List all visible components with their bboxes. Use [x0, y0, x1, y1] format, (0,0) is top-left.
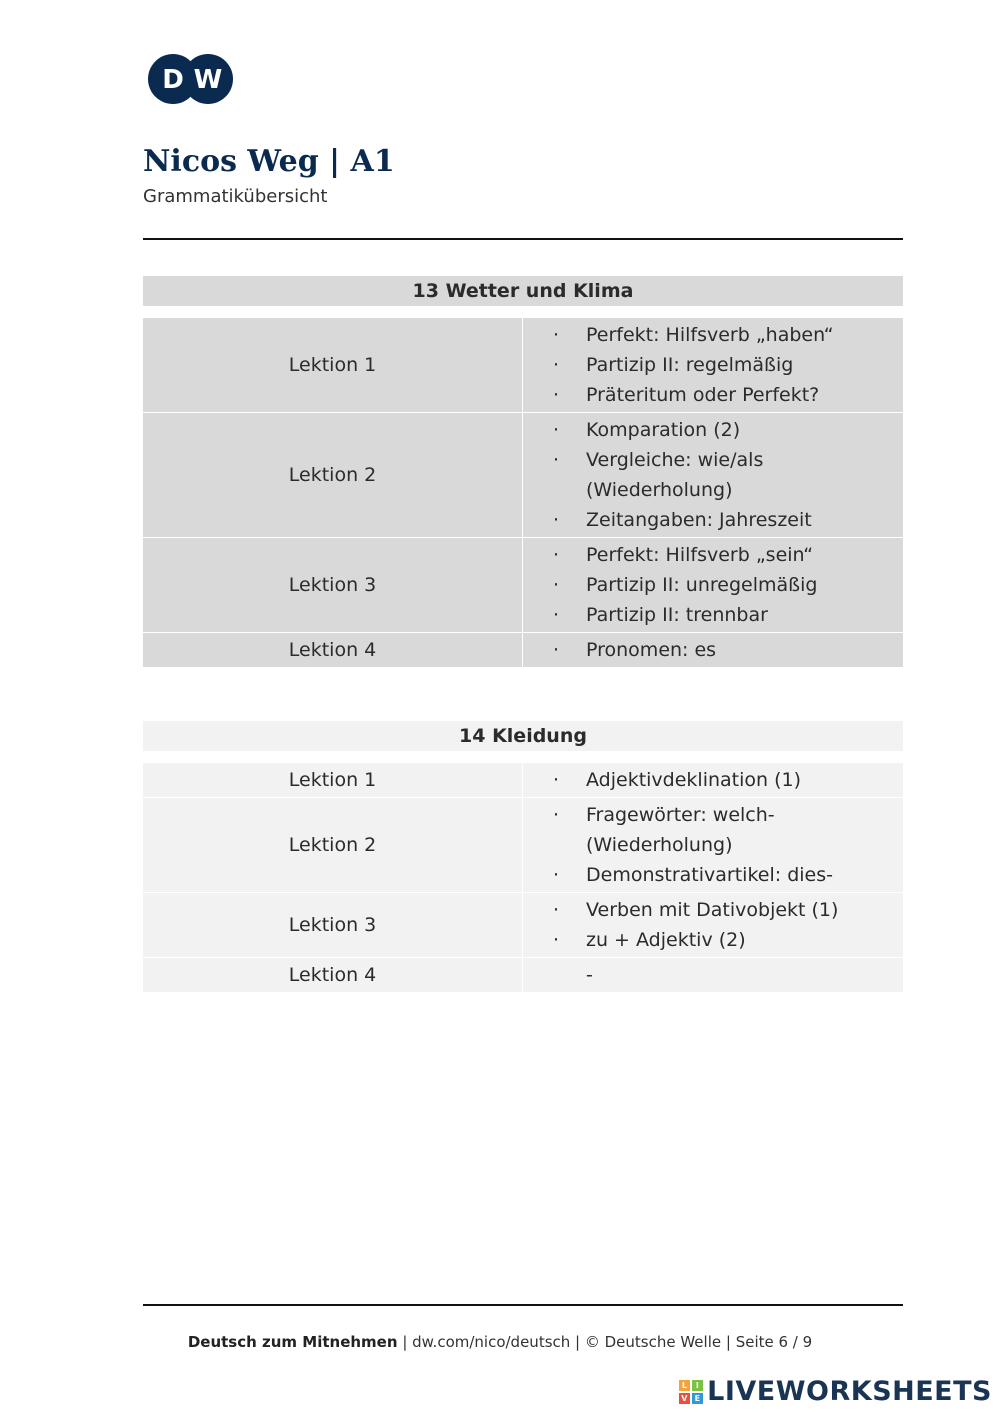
grammar-list: [523, 798, 903, 892]
lektion-label: Lektion 3: [143, 893, 523, 957]
item-text: Perfekt: Hilfsverb „haben“: [586, 324, 834, 346]
header-divider: [143, 238, 903, 240]
lektion-label: Lektion 3: [143, 538, 523, 632]
table-row: [143, 538, 903, 633]
list-item: [523, 380, 903, 410]
bullet-icon: ·: [552, 384, 560, 406]
item-text: Demonstrativartikel: dies-: [586, 864, 833, 886]
grammar-list: [523, 958, 903, 992]
bullet-icon: ·: [552, 324, 560, 346]
bullet-icon: ·: [552, 544, 560, 566]
bullet-icon: ·: [552, 639, 560, 661]
list-item: [523, 895, 903, 925]
list-item: [523, 415, 903, 445]
table-row: [143, 798, 903, 893]
item-text: Pronomen: es: [586, 639, 717, 661]
bullet-icon: ·: [552, 864, 560, 886]
liveworksheets-watermark: [679, 1376, 992, 1407]
table-row: [143, 763, 903, 798]
lektion-label: Lektion 4: [143, 633, 523, 667]
grammar-list: [523, 318, 903, 412]
liveworksheets-icon: L I V E: [679, 1380, 703, 1404]
section-title: 13 Wetter und Klima: [143, 276, 903, 306]
grammar-list: [523, 633, 903, 667]
bullet-icon: ·: [552, 574, 560, 596]
footer-bold: Deutsch zum Mitnehmen: [187, 1333, 398, 1351]
bullet-icon: ·: [552, 509, 560, 531]
grammar-list: [523, 413, 903, 537]
item-text: Fragewörter: welch- (Wiederholung): [586, 804, 775, 856]
grammar-list: [523, 538, 903, 632]
page-footer: [0, 1333, 1000, 1351]
list-item: [523, 505, 903, 535]
section-14: [143, 721, 903, 992]
footer-text: | dw.com/nico/deutsch | © Deutsche Welle | Seite 6 / 9: [397, 1333, 813, 1351]
item-text: Verben mit Dativobjekt (1): [586, 899, 839, 921]
bullet-icon: ·: [552, 929, 560, 951]
item-text: Vergleiche: wie/als (Wiederholung): [586, 449, 764, 501]
list-item: [523, 765, 903, 795]
item-text: Partizip II: regelmäßig: [586, 354, 794, 376]
lektion-label: Lektion 4: [143, 958, 523, 992]
lesson-table: [143, 318, 903, 667]
list-item: [523, 960, 903, 990]
page-subtitle: Grammatikübersicht: [143, 186, 328, 207]
table-row: [143, 413, 903, 538]
list-item: [523, 635, 903, 665]
section-13: [143, 276, 903, 667]
bullet-icon: ·: [552, 899, 560, 921]
list-item: [523, 445, 903, 505]
liveworksheets-text: LIVEWORKSHEETS: [707, 1376, 992, 1407]
svg-text:W: W: [193, 65, 223, 95]
bullet-icon: ·: [552, 449, 560, 471]
table-row: [143, 633, 903, 667]
item-text: Präteritum oder Perfekt?: [586, 384, 820, 406]
table-row: [143, 318, 903, 413]
grammar-list: [523, 893, 903, 957]
svg-text:D: D: [162, 65, 184, 95]
list-item: [523, 860, 903, 890]
table-row: [143, 958, 903, 992]
list-item: [523, 540, 903, 570]
item-text: Komparation (2): [586, 419, 741, 441]
lektion-label: Lektion 2: [143, 798, 523, 892]
item-text: Perfekt: Hilfsverb „sein“: [586, 544, 814, 566]
section-title: 14 Kleidung: [143, 721, 903, 751]
table-row: [143, 893, 903, 958]
item-text: Partizip II: unregelmäßig: [586, 574, 818, 596]
page-title: Nicos Weg | A1: [143, 144, 395, 179]
lesson-table: [143, 763, 903, 992]
bullet-icon: ·: [552, 354, 560, 376]
list-item: [523, 925, 903, 955]
bullet-icon: ·: [552, 604, 560, 626]
list-item: [523, 320, 903, 350]
item-text: -: [586, 964, 593, 986]
bullet-icon: ·: [552, 769, 560, 791]
item-text: zu + Adjektiv (2): [586, 929, 746, 951]
list-item: [523, 800, 903, 860]
grammar-list: [523, 763, 903, 797]
footer-divider: [143, 1304, 903, 1306]
lektion-label: Lektion 1: [143, 318, 523, 412]
list-item: [523, 600, 903, 630]
item-text: Zeitangaben: Jahreszeit: [586, 509, 812, 531]
bullet-icon: ·: [552, 419, 560, 441]
item-text: Partizip II: trennbar: [586, 604, 768, 626]
lektion-label: Lektion 2: [143, 413, 523, 537]
dw-logo: [146, 52, 236, 106]
list-item: [523, 350, 903, 380]
lektion-label: Lektion 1: [143, 763, 523, 797]
list-item: [523, 570, 903, 600]
item-text: Adjektivdeklination (1): [586, 769, 802, 791]
bullet-icon: ·: [552, 804, 560, 826]
